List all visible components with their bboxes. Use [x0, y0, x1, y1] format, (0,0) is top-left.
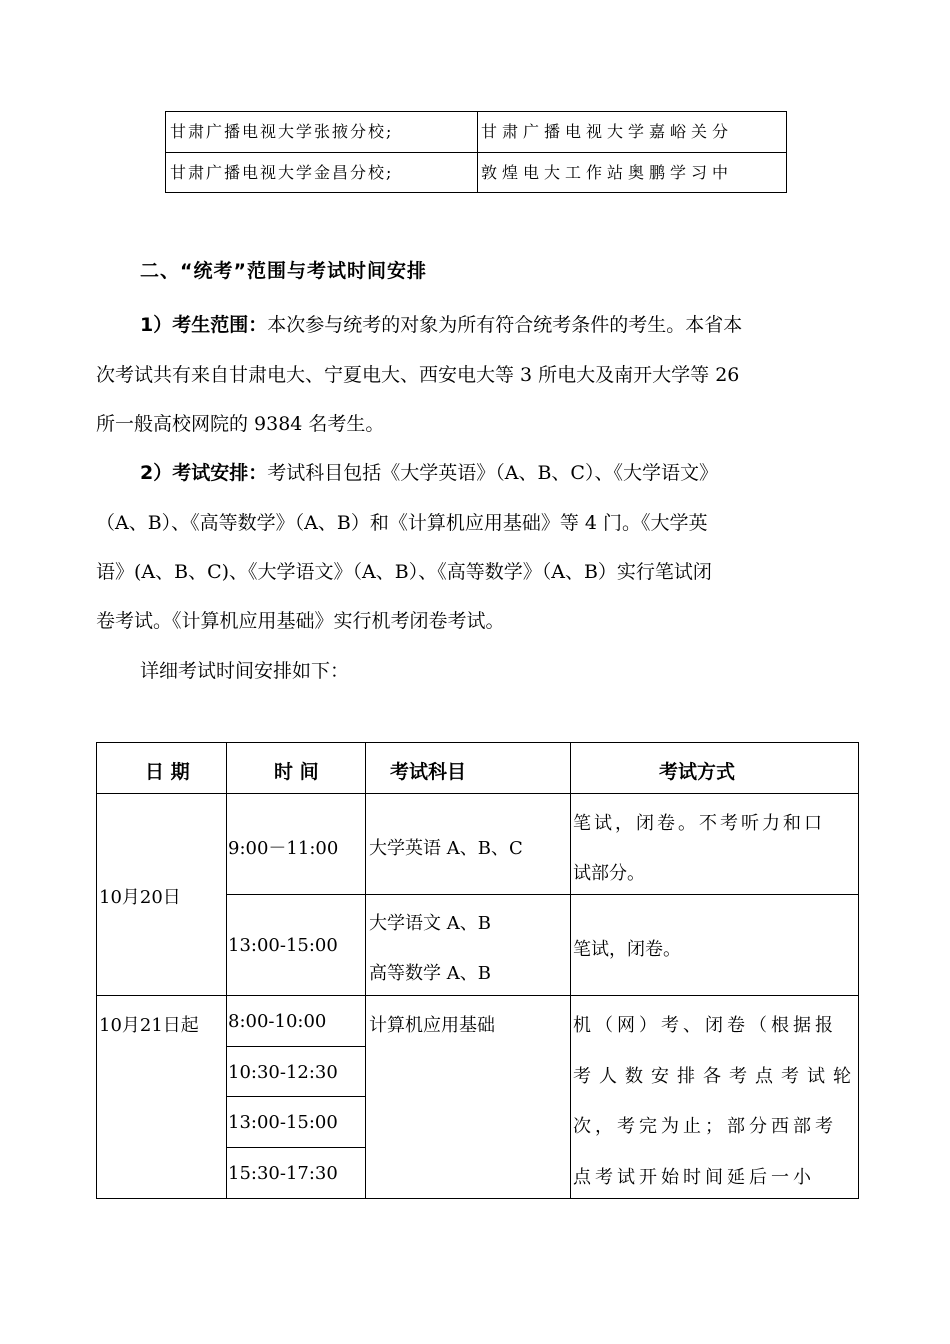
affiliate-table	[165, 111, 787, 193]
time-cell: 13:00-15:00	[228, 935, 338, 956]
column-header: 日 期	[145, 761, 190, 783]
time-cell: 15:30-17:30	[228, 1163, 338, 1184]
table-divider	[226, 1096, 366, 1097]
paragraph-line: 语》(A、B、C)、《大学语文》（A、B）、《高等数学》（A、B）实行笔试闭	[96, 561, 712, 583]
schedule-table	[96, 742, 859, 1199]
paragraph-text: 本次参与统考的对象为所有符合统考条件的考生。本省本	[267, 314, 743, 336]
paragraph-line: （A、B）、《高等数学》（A、B）和《计算机应用基础》等 4 门。《大学英	[96, 512, 708, 534]
date-cell: 10月21日起	[99, 1015, 199, 1036]
mode-cell: 次，考完为止；部分西部考	[573, 1116, 837, 1137]
column-header: 考试科目	[390, 761, 467, 783]
time-cell: 13:00-15:00	[228, 1112, 338, 1133]
subject-cell: 大学语文 A、B	[369, 913, 491, 934]
table-cell: 甘肃广播电视大学嘉峪关分	[481, 122, 734, 141]
subject-cell: 高等数学 A、B	[369, 963, 491, 984]
paragraph-line	[140, 458, 718, 485]
table-divider	[226, 894, 858, 895]
subject-cell: 大学英语 A、B、C	[369, 838, 523, 859]
time-cell: 8:00-10:00	[228, 1011, 327, 1032]
section-heading: 二、“统考”范围与考试时间安排	[140, 260, 427, 282]
column-header: 考试方式	[659, 761, 736, 783]
paragraph-text: 考试科目包括《大学英语》（A、B、C）、《大学语文》	[267, 462, 718, 484]
time-cell: 9:00－11:00	[228, 838, 339, 859]
column-header: 时 间	[274, 761, 319, 783]
mode-cell: 笔试，闭卷。	[573, 939, 681, 960]
table-divider	[365, 743, 366, 1198]
table-cell: 甘肃广播电视大学张掖分校;	[170, 122, 394, 141]
table-cell: 敦煌电大工作站奥鹏学习中	[481, 163, 734, 182]
mode-cell: 机（网）考、闭卷（根据报	[573, 1015, 837, 1036]
paragraph-line: 详细考试时间安排如下：	[140, 660, 350, 682]
mode-cell: 考人数安排各考点考试轮	[573, 1066, 859, 1087]
table-row	[166, 112, 786, 153]
paragraph-lead: 1）考生范围：	[140, 314, 268, 336]
table-divider	[226, 1147, 366, 1148]
date-cell: 10月20日	[99, 887, 181, 908]
mode-cell: 试部分。	[573, 863, 645, 884]
paragraph-line	[140, 310, 742, 337]
table-divider	[570, 743, 571, 1198]
table-row	[166, 153, 786, 193]
table-divider	[97, 793, 858, 794]
subject-cell: 计算机应用基础	[369, 1015, 495, 1036]
table-divider	[97, 995, 858, 996]
paragraph-line: 所一般高校网院的 9384 名考生。	[96, 413, 385, 435]
paragraph-line: 次考试共有来自甘肃电大、宁夏电大、西安电大等 3 所电大及南开大学等 26	[96, 364, 740, 386]
paragraph-lead: 2）考试安排：	[140, 462, 268, 484]
table-divider	[226, 743, 227, 1198]
paragraph-line: 卷考试。《计算机应用基础》实行机考闭卷考试。	[96, 610, 505, 632]
mode-cell: 点考试开始时间延后一小	[573, 1167, 815, 1188]
table-cell: 甘肃广播电视大学金昌分校;	[170, 163, 394, 182]
mode-cell: 笔试，闭卷。不考听力和口	[573, 813, 825, 834]
table-divider	[226, 1046, 366, 1047]
time-cell: 10:30-12:30	[228, 1062, 338, 1083]
